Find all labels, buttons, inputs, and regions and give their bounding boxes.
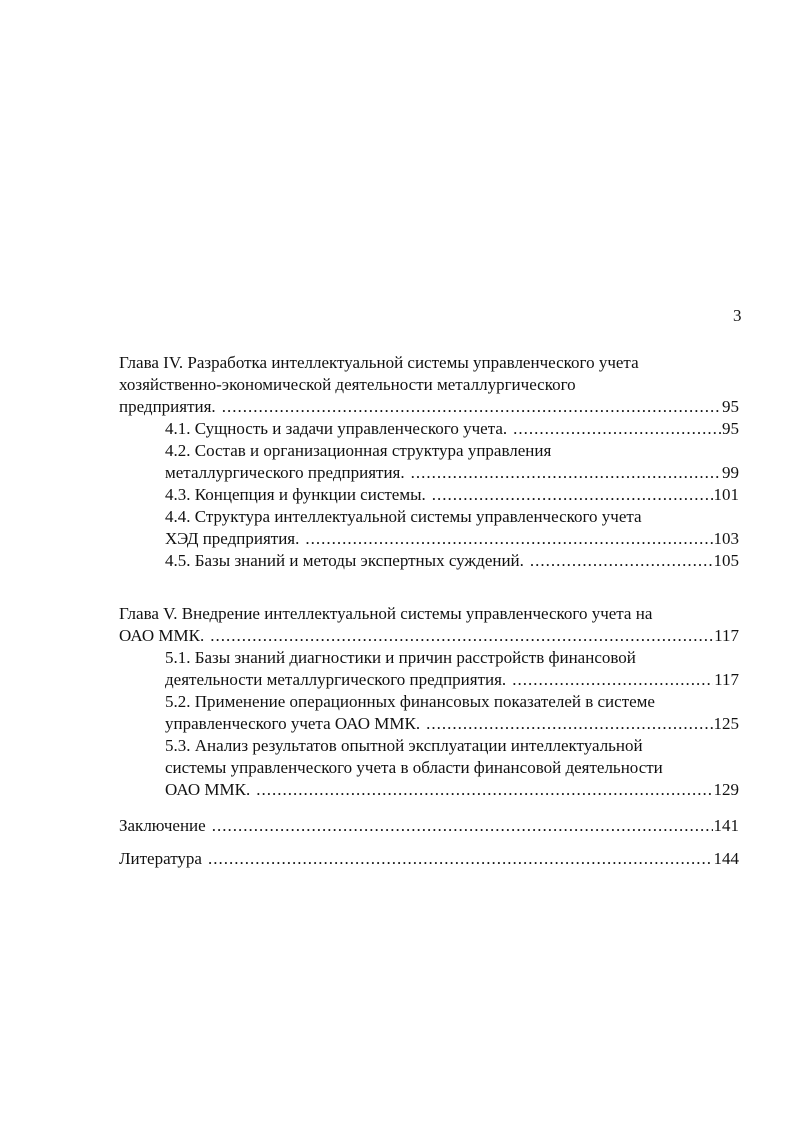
toc-entry-literature[interactable] (119, 848, 739, 870)
toc-entry-4-5[interactable] (165, 550, 739, 572)
dot-leader (256, 779, 712, 801)
chapter5-title-line1: Глава V. Внедрение интеллектуальной системы управленческого учета на (119, 604, 653, 623)
section-4-4-page: 103 (713, 529, 739, 548)
toc-entry-chapter5[interactable] (119, 625, 739, 647)
literature-page: 144 (713, 849, 739, 868)
dot-leader (513, 418, 721, 440)
conclusion-title: Заключение (119, 816, 206, 835)
section-5-2-page: 125 (713, 714, 739, 733)
section-5-1-title-line1: 5.1. Базы знаний диагностики и причин расстройств финансовой (165, 648, 636, 667)
section-5-1-title-line2: деятельности металлургического предприятия. (165, 670, 507, 689)
dot-leader (530, 550, 713, 572)
dot-leader (212, 815, 713, 837)
chapter5-title-line2: ОАО ММК. (119, 626, 205, 645)
toc-entry-chapter4[interactable] (119, 396, 739, 418)
chapter4-title-line2: хозяйственно-экономической деятельности металлургического (119, 375, 576, 394)
section-4-2-title-line2: металлургического предприятия. (165, 463, 405, 482)
chapter4-title-line3: предприятия. (119, 397, 216, 416)
section-4-1-title: 4.1. Сущность и задачи управленческого учета. (165, 419, 508, 438)
chapter4-page: 95 (722, 397, 739, 416)
toc-entry-4-1[interactable] (165, 418, 739, 440)
section-5-2-title-line1: 5.2. Применение операционных финансовых показателей в системе (165, 692, 655, 711)
toc-entry-5-2[interactable] (165, 713, 739, 735)
section-4-2-title-line1: 4.2. Состав и организационная структура управления (165, 441, 552, 460)
dot-leader (426, 713, 712, 735)
section-4-2-page: 99 (722, 463, 739, 482)
dot-leader (210, 625, 713, 647)
section-5-3-page: 129 (713, 780, 739, 799)
toc-entry-conclusion[interactable] (119, 815, 739, 837)
toc-entry-4-4[interactable] (165, 528, 739, 550)
dot-leader (222, 396, 721, 418)
section-4-4-title-line1: 4.4. Структура интеллектуальной системы управленческого учета (165, 507, 642, 526)
toc-entry-5-1[interactable] (165, 669, 739, 691)
dot-leader (411, 462, 721, 484)
dot-leader (512, 669, 713, 691)
dot-leader (432, 484, 713, 506)
section-4-1-page: 95 (722, 419, 739, 438)
section-4-3-title: 4.3. Концепция и функции системы. (165, 485, 426, 504)
section-4-3-page: 101 (713, 485, 739, 504)
toc-entry-5-3[interactable] (165, 779, 739, 801)
toc-entry-4-2[interactable] (165, 462, 739, 484)
chapter4-title-line1: Глава IV. Разработка интеллектуальной системы управленческого учета (119, 353, 639, 372)
section-5-3-title-line3: ОАО ММК. (165, 780, 251, 799)
section-4-5-page: 105 (713, 551, 739, 570)
section-5-3-title-line1: 5.3. Анализ результатов опытной эксплуатации интеллектуальной (165, 736, 643, 755)
section-5-3-title-line2: системы управленческого учета в области финансовой деятельности (165, 758, 663, 777)
section-4-5-title: 4.5. Базы знаний и методы экспертных суждений. (165, 551, 524, 570)
literature-title: Литература (119, 849, 202, 868)
toc-entry-4-3[interactable] (165, 484, 739, 506)
conclusion-page: 141 (713, 816, 739, 835)
section-4-4-title-line2: ХЭД предприятия. (165, 529, 300, 548)
section-5-1-page: 117 (714, 670, 739, 689)
page-number: 3 (733, 306, 742, 325)
chapter5-page: 117 (714, 626, 739, 645)
dot-leader (305, 528, 712, 550)
section-5-2-title-line2: управленческого учета ОАО ММК. (165, 714, 421, 733)
dot-leader (208, 848, 713, 870)
